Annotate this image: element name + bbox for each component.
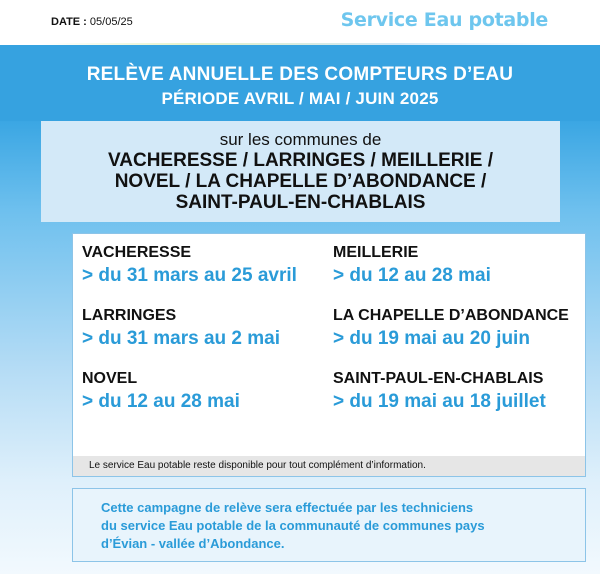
period-name: VACHERESSE: [82, 244, 192, 261]
page-header: [0, 0, 600, 44]
period-name: NOVEL: [82, 370, 138, 387]
period-meillerie: [333, 244, 491, 287]
footer-line: Cette campagne de relève sera effectuée par les techniciens: [101, 500, 474, 515]
period-la-chapelle: [333, 307, 569, 350]
date: [51, 16, 133, 28]
period-range: > du 31 mars au 2 mai: [82, 328, 281, 349]
info-note: [73, 456, 585, 476]
communes-panel: [41, 121, 560, 222]
banner-subtitle: PÉRIODE AVRIL / MAI / JUIN 2025: [161, 89, 439, 108]
date-label: DATE :: [51, 16, 87, 28]
period-saint-paul: [333, 370, 546, 413]
period-range: > du 12 au 28 mai: [333, 265, 491, 286]
service-title: Service Eau potable: [340, 9, 548, 31]
period-range: > du 19 mai au 20 juin: [333, 328, 530, 349]
banner-title: RELÈVE ANNUELLE DES COMPTEURS D’EAU: [86, 64, 514, 85]
title-banner: [0, 45, 600, 121]
communes-line: NOVEL / LA CHAPELLE D’ABONDANCE /: [114, 171, 487, 192]
period-vacheresse: [82, 244, 297, 287]
communes-intro: sur les communes de: [219, 130, 382, 149]
period-range: > du 31 mars au 25 avril: [82, 265, 297, 286]
footer-line: d’Évian - vallée d’Abondance.: [101, 536, 285, 551]
period-name: LARRINGES: [82, 307, 177, 324]
info-note-text: Le service Eau potable reste disponible pour tout complément d’information.: [89, 460, 426, 471]
communes-line: SAINT-PAUL-EN-CHABLAIS: [175, 192, 426, 213]
period-range: > du 19 mai au 18 juillet: [333, 391, 546, 412]
footer-text: [101, 499, 581, 553]
period-name: LA CHAPELLE D’ABONDANCE: [333, 307, 569, 324]
date-value: 05/05/25: [89, 16, 133, 28]
period-name: SAINT-PAUL-EN-CHABLAIS: [333, 370, 544, 387]
footer-panel: [72, 488, 586, 562]
period-range: > du 12 au 28 mai: [82, 391, 240, 412]
footer-line: du service Eau potable de la communauté de communes pays: [101, 518, 485, 533]
period-larringes: [82, 307, 280, 350]
period-novel: [82, 370, 240, 413]
period-name: MEILLERIE: [333, 244, 419, 261]
periods-panel: [72, 233, 586, 477]
communes-line: VACHERESSE / LARRINGES / MEILLERIE /: [108, 150, 493, 171]
